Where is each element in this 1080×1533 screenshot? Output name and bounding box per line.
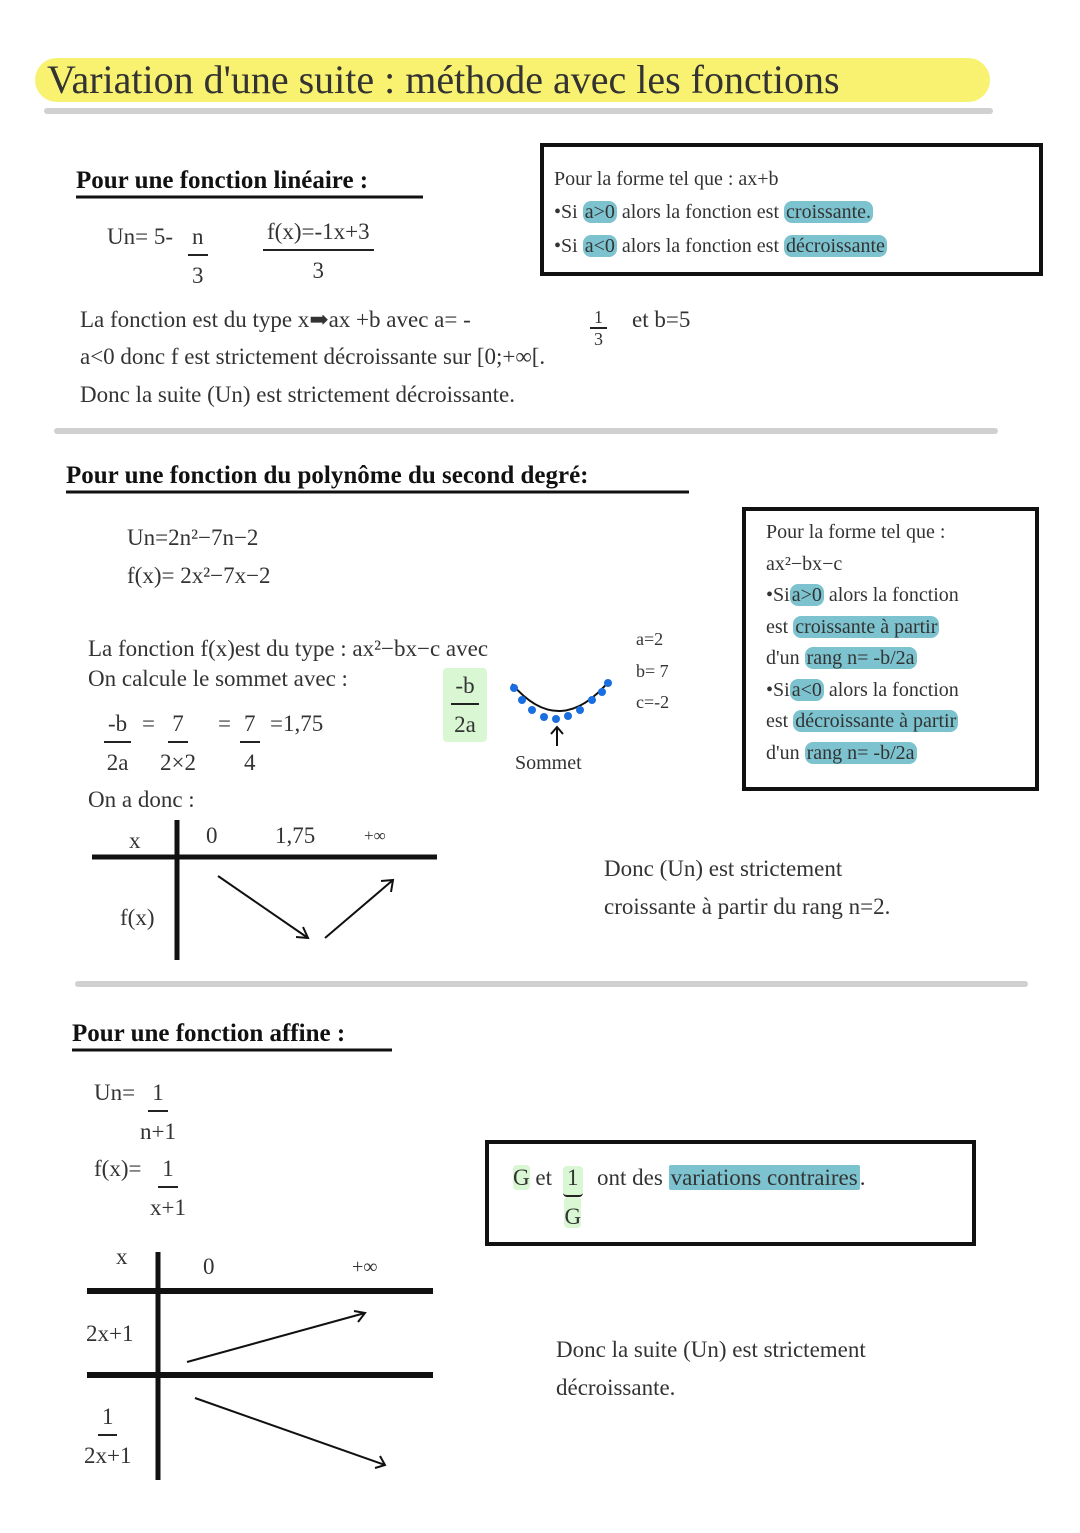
text: est — [766, 615, 789, 638]
type-line — [80, 308, 471, 331]
sommet-formula — [443, 668, 487, 742]
box-line — [513, 1166, 552, 1189]
text: ax +b avec a= - — [328, 307, 471, 332]
highlight: a>0 — [584, 201, 615, 223]
table-x-label: x — [116, 1244, 128, 1269]
variation-table-affine — [87, 1252, 433, 1480]
section-heading-quadratic: Pour une fonction du polynôme du second degré: — [66, 462, 589, 489]
highlight: décroissante — [786, 235, 885, 257]
table-x-value: 1,75 — [275, 823, 316, 848]
type-line: La fonction f(x)est du type : ax²−bx−c avec — [88, 636, 489, 661]
box-line: Pour la forme tel que : — [766, 521, 946, 543]
numerator: f(x)=-1x+3 — [263, 220, 374, 251]
text: alors la fonction — [828, 678, 959, 701]
denominator: 2x+1 — [84, 1443, 132, 1468]
equals: = — [142, 711, 155, 736]
section-heading-linear: Pour une fonction linéaire : — [76, 167, 369, 194]
denominator: 2a — [106, 750, 129, 775]
table-x-value: 0 — [206, 823, 218, 848]
box-line — [766, 580, 1015, 612]
conclusion-quadratic: Donc (Un) est strictement — [604, 856, 843, 881]
box-line — [766, 643, 1015, 675]
box-line — [554, 195, 1029, 229]
calc-fraction — [240, 712, 260, 774]
numerator: -b — [104, 712, 131, 743]
text: d'un — [766, 741, 800, 764]
text: •Si — [766, 584, 790, 606]
a-fraction — [590, 308, 607, 348]
sommet-label: Sommet — [515, 752, 582, 774]
text: •Si — [766, 678, 790, 701]
conclusion-quadratic: croissante à partir du rang n=2. — [604, 894, 891, 919]
calc-fraction — [104, 712, 131, 774]
numerator: 1 — [148, 1081, 168, 1112]
numerator: n — [188, 225, 208, 256]
numerator: 1 — [98, 1405, 118, 1436]
fx-fraction — [263, 220, 374, 282]
text: . — [859, 1165, 866, 1190]
highlight: croissante. — [786, 201, 872, 223]
highlight: variations contraires — [670, 1165, 858, 1190]
table-row-label: 2x+1 — [86, 1321, 134, 1346]
table-x-value: +∞ — [352, 1256, 378, 1278]
inverse-fraction — [563, 1166, 583, 1228]
denominator: 4 — [244, 750, 256, 775]
text: et — [535, 1165, 552, 1190]
box-line — [597, 1166, 865, 1189]
denominator: 2×2 — [160, 750, 196, 775]
calc-fraction — [160, 712, 196, 774]
denominator: 3 — [192, 263, 204, 288]
box-line: Pour la forme tel que : ax+b — [554, 168, 779, 190]
un-fraction — [188, 225, 208, 287]
section-heading-affine: Pour une fonction affine : — [72, 1020, 346, 1047]
un-prefix: Un= 5- — [107, 224, 173, 249]
conclusion-affine: décroissante. — [556, 1375, 676, 1400]
text: •Si — [554, 235, 578, 257]
highlight: G — [513, 1165, 530, 1190]
text: alors la fonction — [828, 584, 959, 606]
text: ont des — [597, 1165, 663, 1190]
coef-b: b= 7 — [636, 661, 669, 681]
highlight: croissante à partir — [795, 615, 938, 638]
table-row-label-fraction — [84, 1405, 131, 1467]
text: alors la fonction est — [621, 235, 780, 257]
coef-c: c=-2 — [636, 692, 670, 712]
parabola-sketch — [510, 679, 612, 746]
box-line — [766, 706, 1015, 738]
on-a-donc: On a donc : — [88, 787, 195, 812]
fx-fraction — [150, 1157, 186, 1219]
box-line: ax²−bx−c — [766, 552, 843, 575]
text: La fonction est du type x — [80, 307, 310, 332]
numerator: 1 — [563, 1166, 583, 1197]
equals: = — [218, 711, 231, 736]
sommet-line: On calcule le sommet avec : — [88, 666, 348, 691]
conclusion-linear: Donc la suite (Un) est strictement décroissante. — [80, 382, 515, 407]
maps-to-arrow-icon: ➡ — [309, 307, 329, 332]
denominator: n+1 — [140, 1119, 176, 1144]
coef-a: a=2 — [636, 629, 664, 649]
denominator: 3 — [312, 258, 325, 283]
un-prefix: Un= — [94, 1080, 136, 1105]
increasing-arrow — [325, 880, 393, 938]
box-line — [554, 229, 1029, 263]
box-line — [766, 675, 1015, 707]
highlight: rang n= -b/2a — [806, 741, 915, 764]
numerator: 1 — [158, 1157, 178, 1188]
table-x-label: x — [129, 828, 141, 853]
line2: a<0 donc f est strictement décroissante sur [0;+∞[. — [80, 344, 546, 369]
highlight: a<0 — [791, 678, 822, 701]
conclusion-affine: Donc la suite (Un) est strictement — [556, 1337, 866, 1362]
page-title: Variation d'une suite : méthode avec les fonctions — [35, 58, 990, 102]
highlight: a<0 — [584, 235, 615, 257]
fx-formula: f(x)= 2x²−7x−2 — [127, 563, 271, 588]
highlight: décroissante à partir — [795, 710, 957, 732]
decreasing-arrow — [195, 1398, 385, 1465]
denominator: 2a — [454, 712, 476, 737]
increasing-arrow — [187, 1313, 365, 1362]
calc-result: =1,75 — [270, 711, 324, 736]
rule-box-linear — [540, 143, 1043, 276]
text: d'un — [766, 647, 800, 669]
text: •Si — [554, 201, 578, 223]
un-fraction — [140, 1081, 176, 1143]
rule-box-quadratic — [742, 507, 1039, 791]
table-x-value: 0 — [203, 1254, 215, 1279]
numerator: 7 — [240, 712, 260, 743]
fx-prefix: f(x)= — [94, 1156, 142, 1181]
decreasing-arrow — [218, 876, 308, 938]
table-x-value: +∞ — [364, 826, 386, 845]
highlight: a>0 — [791, 584, 822, 606]
table-row-label: f(x) — [120, 905, 155, 930]
numerator: 7 — [168, 712, 188, 743]
highlight: rang n= -b/2a — [806, 647, 915, 669]
denominator: G — [564, 1197, 581, 1228]
denominator: x+1 — [150, 1195, 186, 1220]
numerator: -b — [451, 674, 478, 705]
denominator: 3 — [594, 329, 603, 349]
box-line — [766, 738, 1015, 770]
un-formula: Un=2n²−7n−2 — [127, 525, 259, 550]
text: alors la fonction est — [621, 201, 780, 223]
numerator: 1 — [590, 308, 607, 329]
rule-box-affine — [485, 1140, 976, 1246]
box-line — [766, 612, 1015, 644]
text: est — [766, 710, 789, 732]
b-value: et b=5 — [632, 307, 691, 332]
